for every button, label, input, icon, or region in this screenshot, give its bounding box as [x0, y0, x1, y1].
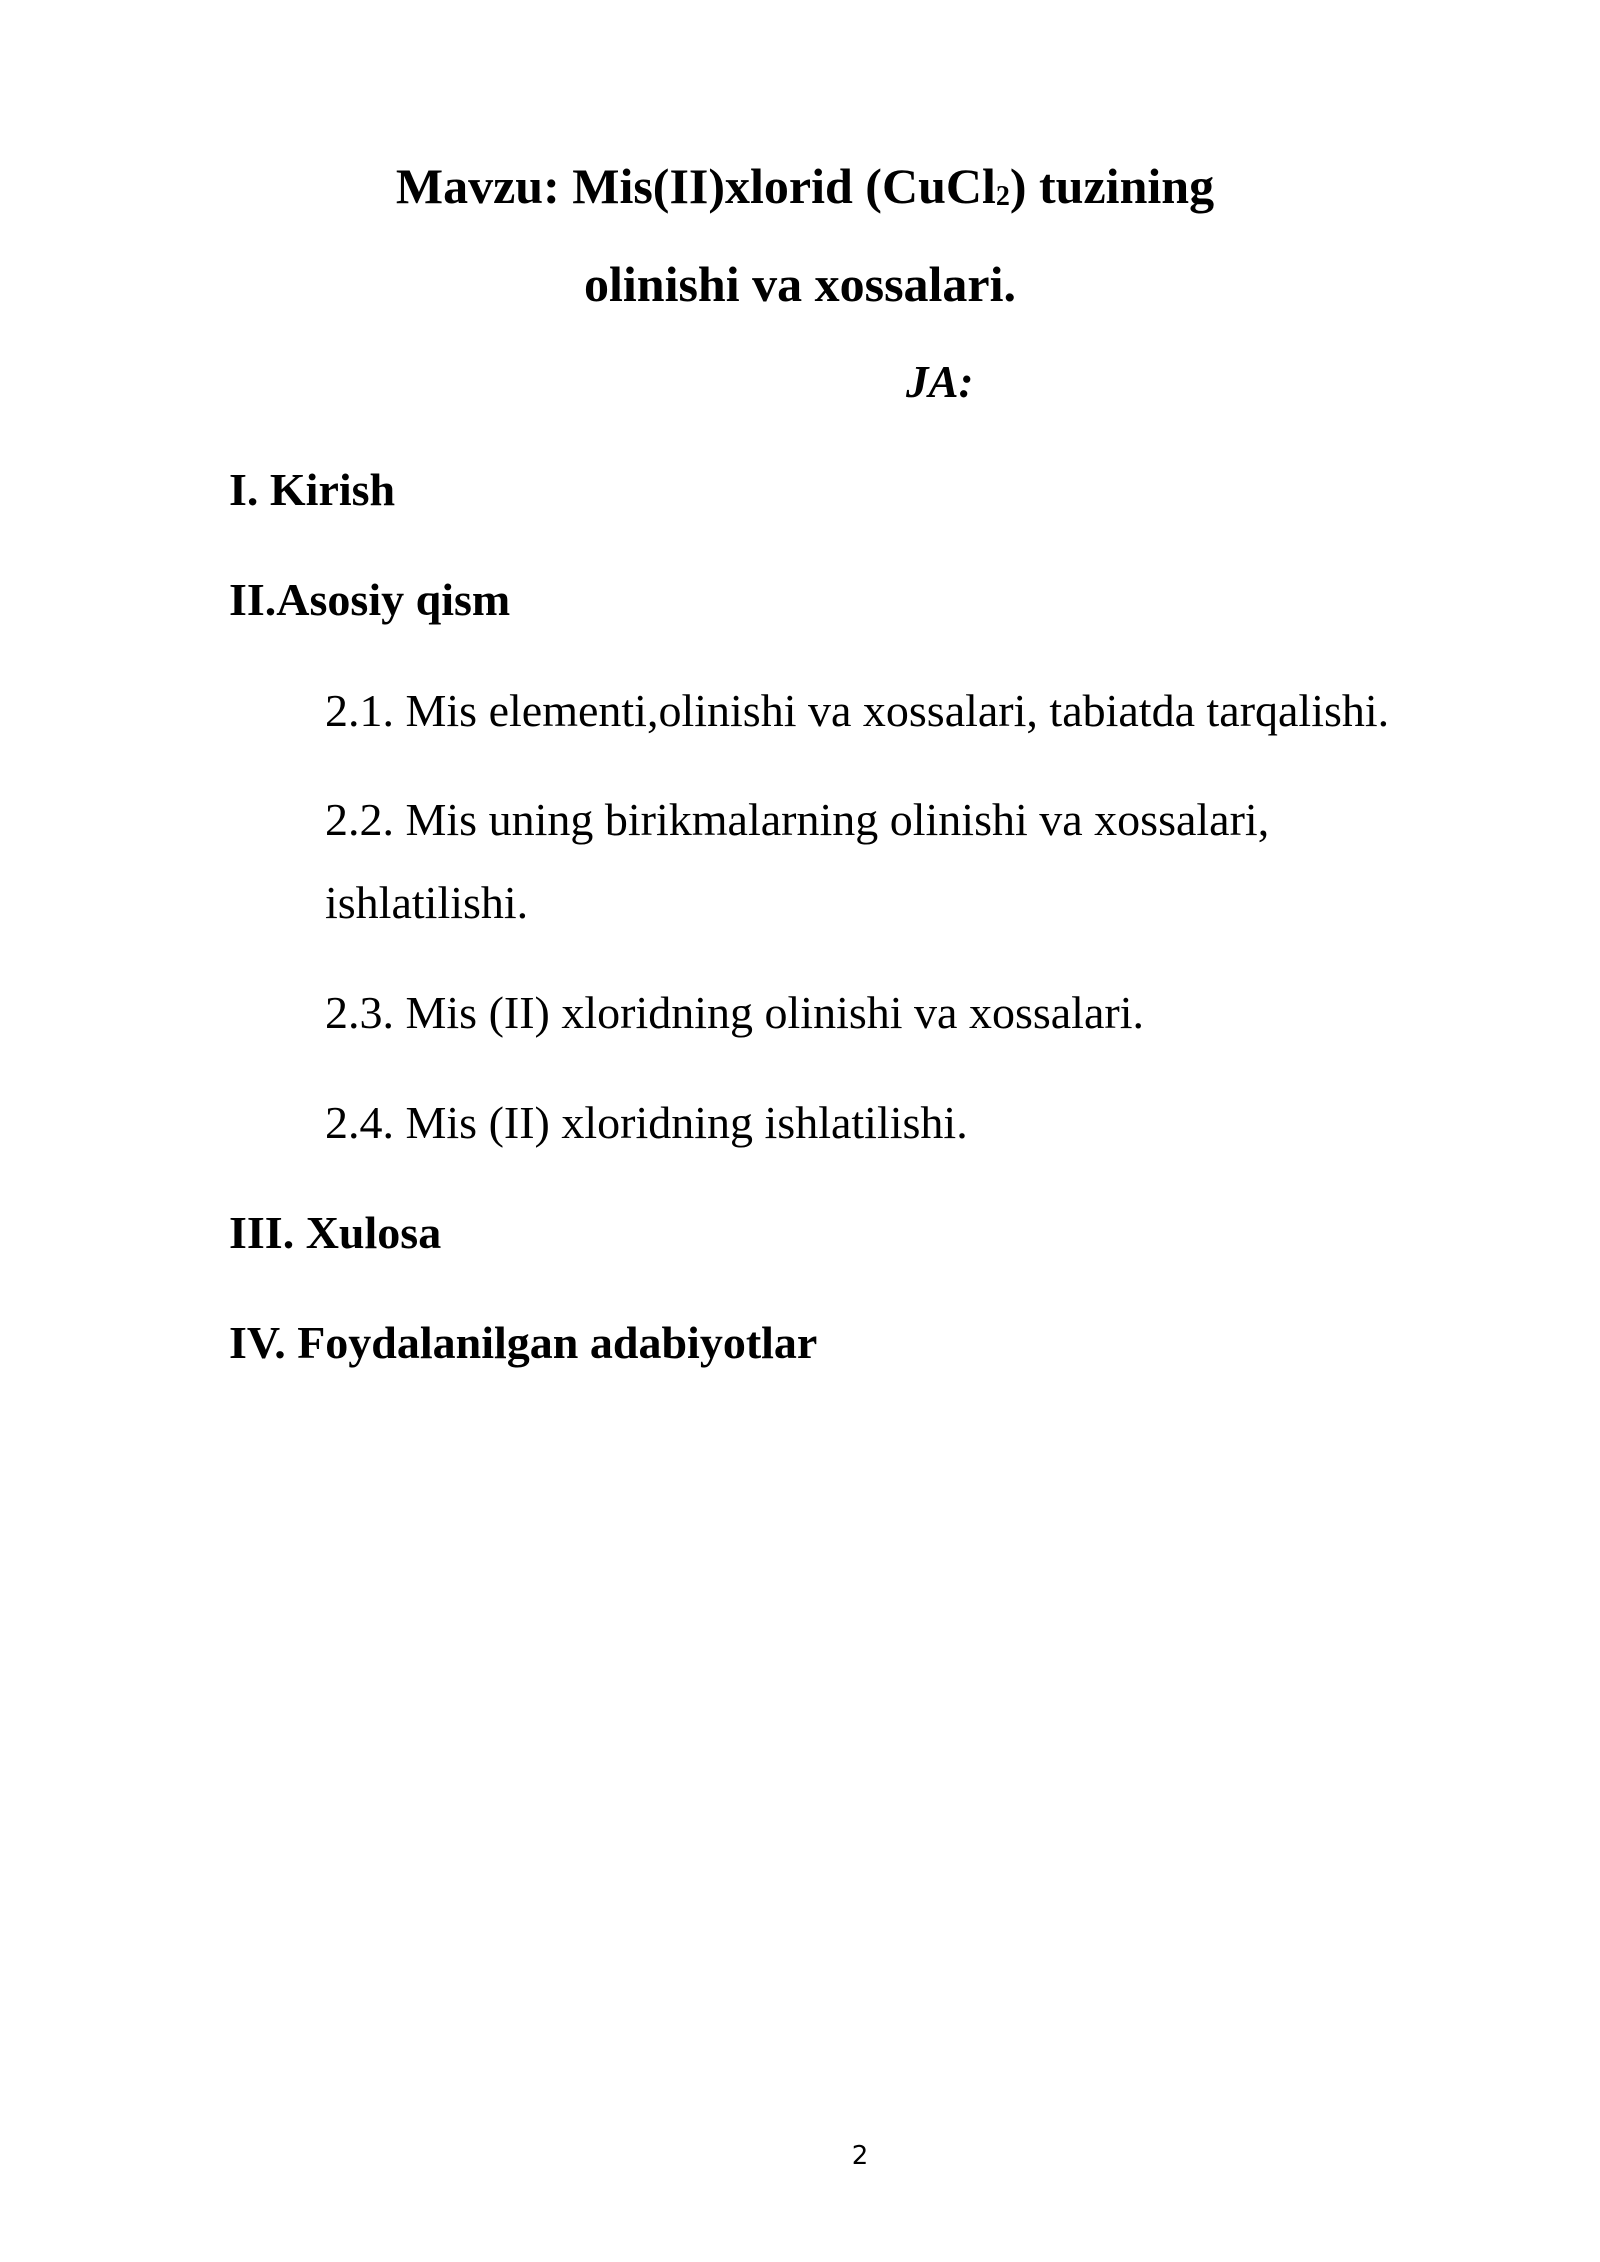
toc-item-kirish: I. Kirish	[229, 464, 396, 515]
page-number: 2	[851, 2141, 869, 2171]
toc-item-xulosa: III. Xulosa	[229, 1207, 442, 1258]
toc-subitem-2-1: 2.1. Mis elementi,olinishi va xossalari, tabiatda tarqalishi.	[325, 685, 1390, 736]
document-title-line-2: olinishi va xossalari.	[583, 256, 1017, 312]
title-prefix: Mavzu: Mis(II)xlorid (CuCl	[395, 158, 996, 214]
toc-subitem-2-4: 2.4. Mis (II) xloridning ishlatilishi.	[325, 1097, 968, 1148]
title-subscript: 2	[995, 181, 1010, 212]
toc-subitem-2-2: 2.2. Mis uning birikmalarning olinishi va xossalari,	[325, 794, 1270, 845]
toc-subitem-2-3: 2.3. Mis (II) xloridning olinishi va xossalari.	[325, 987, 1144, 1038]
toc-item-foydalanilgan-adabiyotlar: IV. Foydalanilgan adabiyotlar	[229, 1317, 818, 1368]
reja-heading-fragment: JA:	[906, 357, 974, 407]
toc-subitem-2-2-continued: ishlatilishi.	[325, 877, 529, 928]
document-title-line-1	[0, 156, 1600, 216]
toc-item-asosiy-qism: II.Asosiy qism	[229, 574, 511, 625]
title-suffix: ) tuzining	[1009, 158, 1215, 214]
